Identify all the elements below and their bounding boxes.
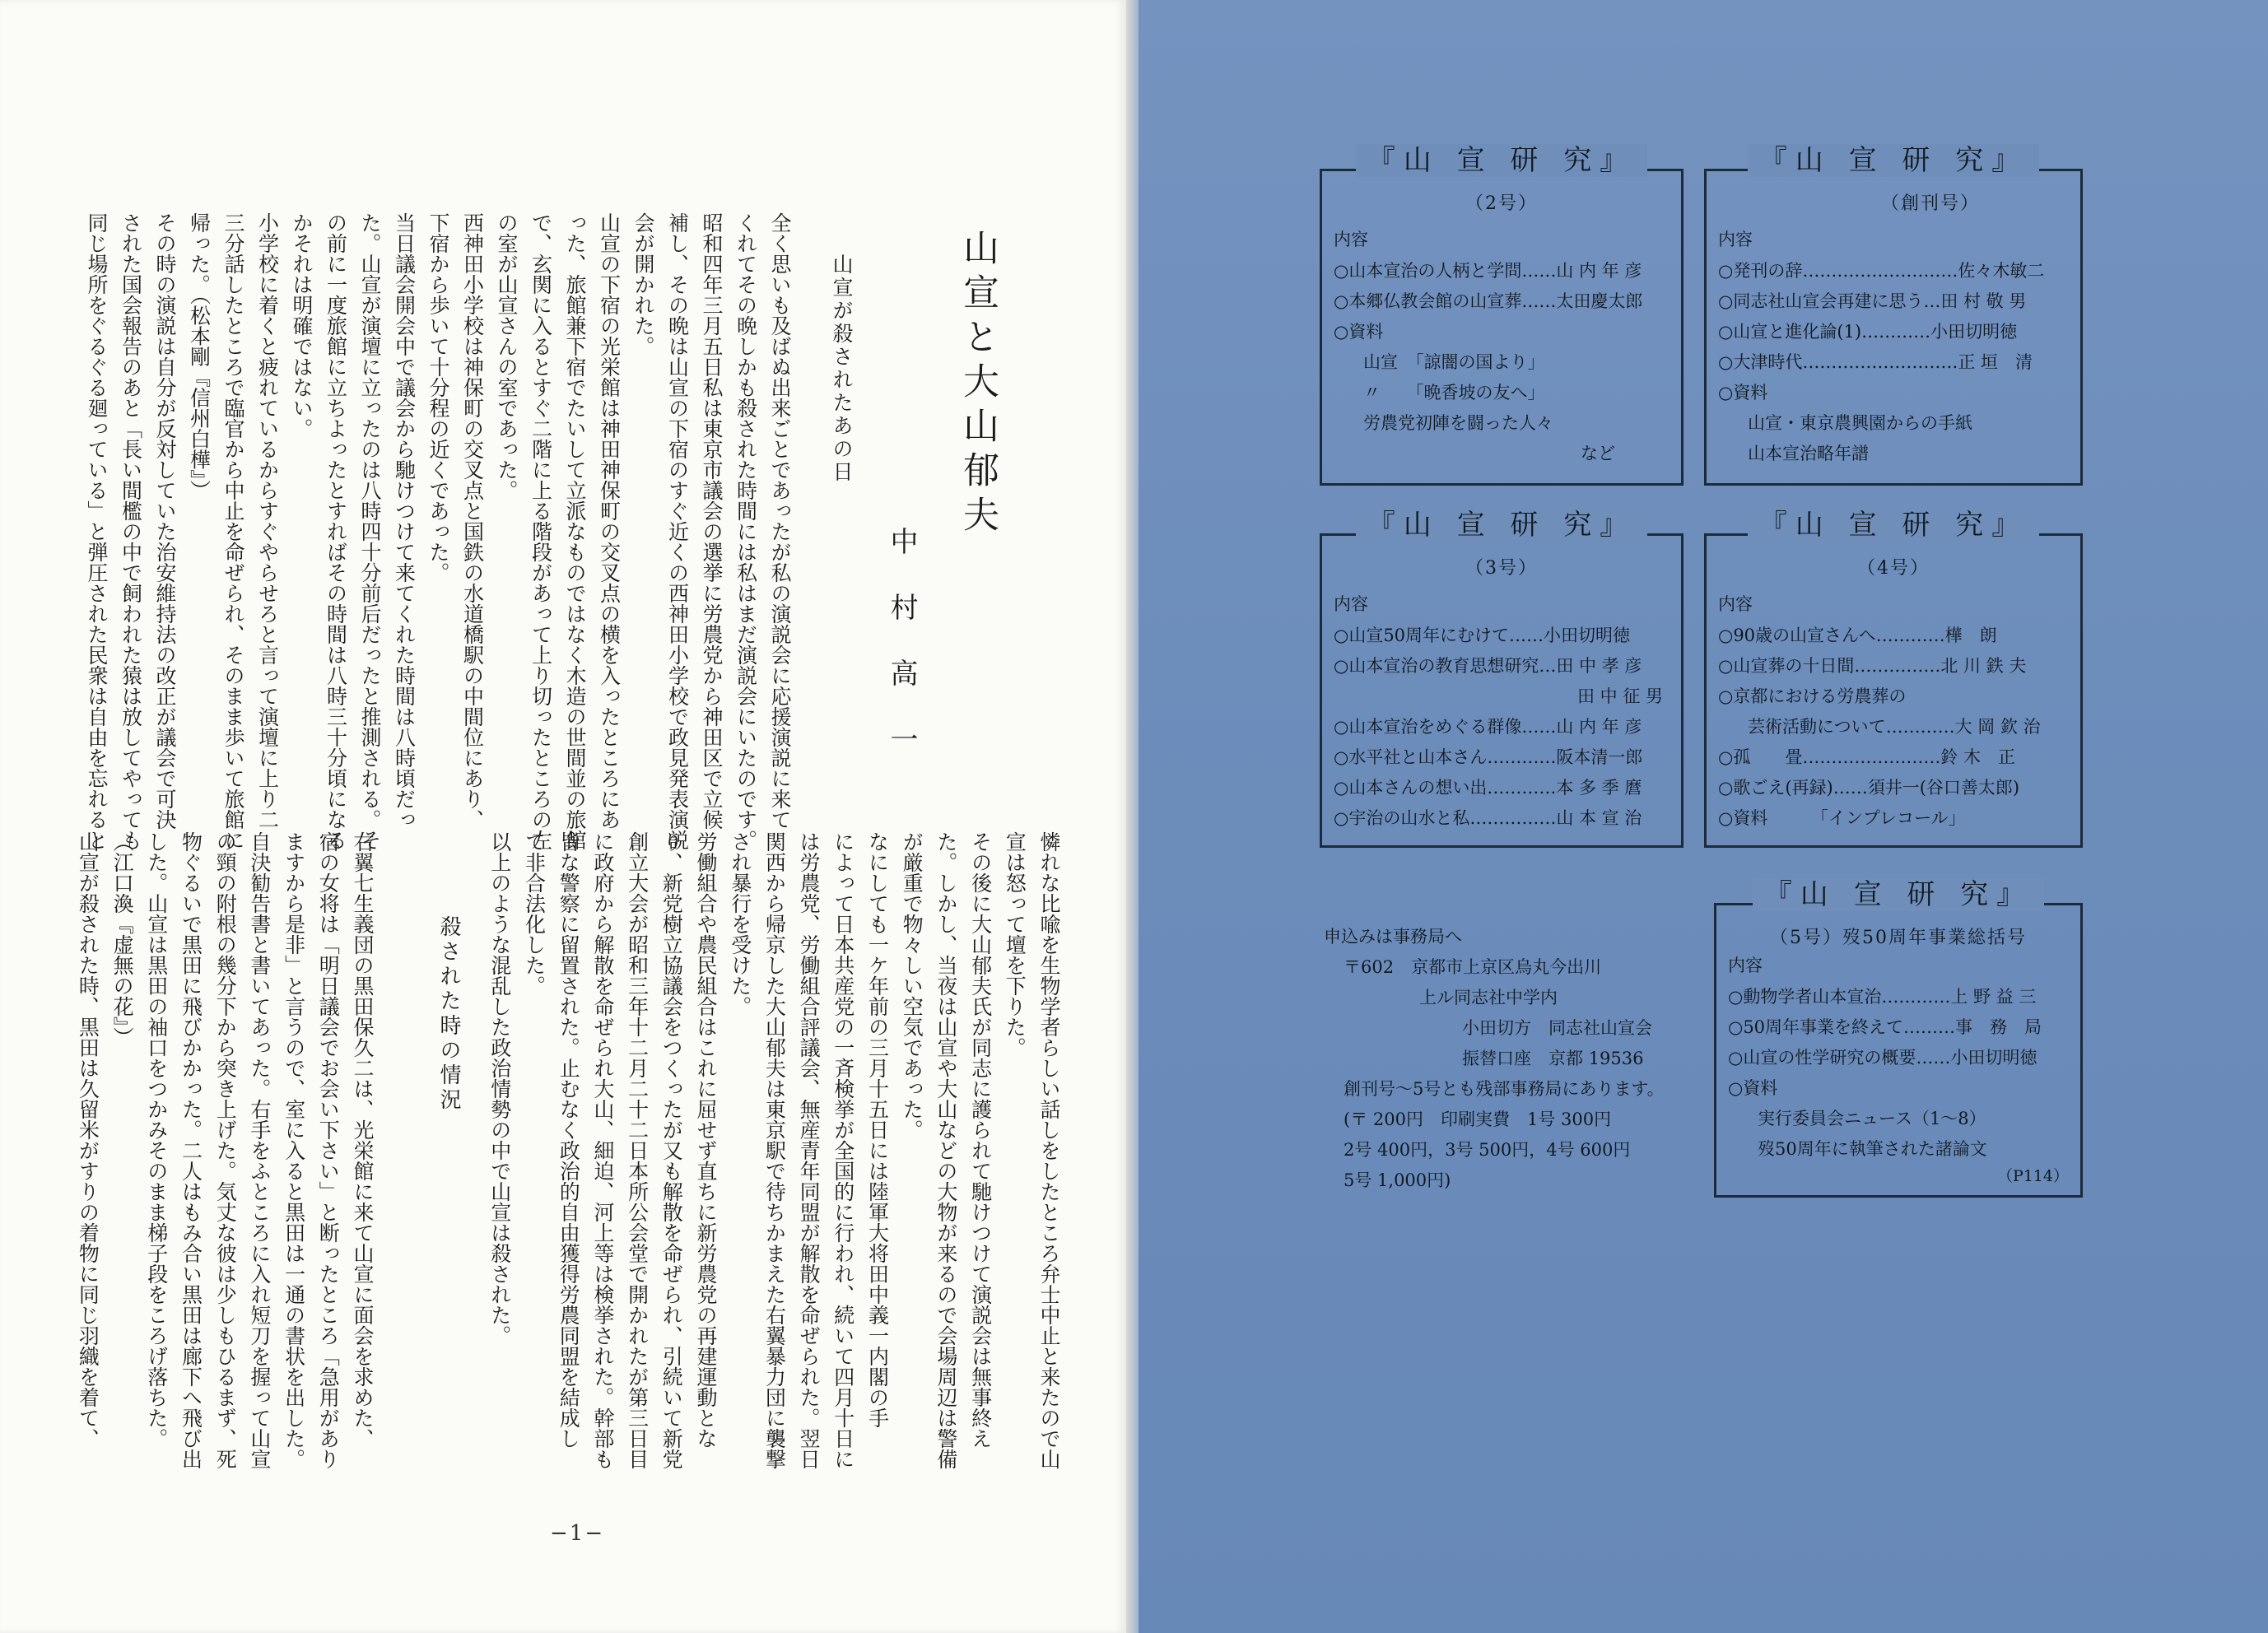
text-column: その時の演説は自分が反対していた治安維持法の改正が議会で可決 bbox=[153, 212, 177, 830]
box-issue-label: （5号）歿50周年事業総括号 bbox=[1770, 928, 2027, 948]
list-item: ○宇治の山水と私……………山 本 宣 治 bbox=[1334, 808, 1642, 828]
text-column: った、旅館兼下宿でたいして立派なものではなく木造の世間並の旅館 bbox=[563, 212, 587, 850]
text-column: され暴行を受けた。 bbox=[728, 831, 752, 1017]
text-column: の室が山宣さんの室であった。 bbox=[495, 212, 519, 500]
box-contents-heading: 内容 bbox=[1718, 230, 1753, 249]
box-contents-list bbox=[1322, 256, 1681, 469]
book-spine bbox=[1126, 0, 1139, 1633]
order-line: 小田切方 同志社山宣会 bbox=[1462, 1018, 1652, 1038]
order-line: 振替口座 京都 19536 bbox=[1462, 1049, 1644, 1068]
text-column: 労働組合や農民組合はこれに屈せず直ちに新労農党の再建運動とな bbox=[694, 831, 718, 1449]
list-item: ○資料 bbox=[1334, 322, 1384, 342]
list-item: 山宣・東京農興園からの手紙 bbox=[1748, 413, 1972, 433]
box-contents-heading: 内容 bbox=[1728, 956, 1763, 975]
article-author: 中村高一 bbox=[885, 527, 918, 790]
text-column: て非合法化した。 bbox=[522, 831, 547, 996]
box-title: 『山 宣 研 究』 bbox=[1356, 144, 1647, 177]
text-column: 自決勧告書と書いてあった。右手をふところに入れ短刀を握って山宣 bbox=[247, 831, 272, 1469]
list-item: ○歌ごえ(再録)……須井一(谷口善太郎) bbox=[1718, 778, 2020, 798]
box-contents-heading: 内容 bbox=[1334, 230, 1368, 249]
list-item: ○孤 畳……………………鈴 木 正 bbox=[1718, 747, 2015, 767]
order-line: 上ル同志社中学内 bbox=[1419, 988, 1558, 1007]
order-line: 5号 1,000円) bbox=[1344, 1170, 1451, 1190]
list-item: ○資料 bbox=[1718, 383, 1768, 402]
list-item: ○山宣50周年にむけて……小田切明徳 bbox=[1334, 626, 1631, 645]
catalog-box-issue-5 bbox=[1714, 878, 2083, 1198]
list-item: 芸術活動について…………大 岡 欽 治 bbox=[1748, 717, 2041, 737]
box-title: 『山 宣 研 究』 bbox=[1753, 878, 2044, 911]
text-column: 皆な警察に留置された。止むなく政治的自由獲得労農同盟を結成し bbox=[557, 831, 581, 1449]
text-column: 創立大会が昭和三年十二月二十二日本所公会堂で開かれたが第三日目 bbox=[625, 831, 650, 1469]
list-item: ○90歳の山宣さんへ…………樺 朗 bbox=[1718, 626, 1997, 645]
article-page bbox=[0, 0, 1126, 1633]
box-contents-heading: 内容 bbox=[1718, 594, 1753, 614]
section-heading: 殺された時の情況 bbox=[436, 915, 461, 1113]
article-subtitle: 山宣が殺されたあの日 bbox=[830, 254, 854, 484]
text-column: された国会報告のあと「長い間檻の中で飼われた猿は放してやっても bbox=[119, 212, 143, 850]
list-item: など bbox=[1581, 444, 1615, 463]
list-item: ○山本さんの想い出…………本 多 季 麿 bbox=[1334, 778, 1642, 798]
catalog-box-issue-2 bbox=[1320, 144, 1684, 486]
article-title: 山宣と大山郁夫 bbox=[957, 229, 999, 540]
box-issue-label: （3号） bbox=[1465, 558, 1538, 579]
text-column: 宣は怒って壇を下りた。 bbox=[1003, 831, 1027, 1058]
text-column: 当日議会開会中で議会から馳けつけて来てくれた時間は八時頃だっ bbox=[392, 212, 417, 830]
text-column: した。山宣は黒田の袖口をつかみそのまま梯子段をころげ落ちた。 bbox=[144, 831, 169, 1449]
list-item: ○京都における労農葬の bbox=[1718, 686, 1907, 706]
box-contents-list bbox=[1707, 256, 2080, 469]
order-line: 2号 400円，3号 500円，4号 600円 bbox=[1344, 1140, 1631, 1160]
list-item: ○動物学者山本宣治…………上 野 益 三 bbox=[1728, 987, 2037, 1007]
list-item: ○水平社と山本さん…………阪本清一郎 bbox=[1334, 747, 1643, 767]
order-line: (〒 200円 印刷実費 1号 300円 bbox=[1344, 1110, 1612, 1129]
text-column: 昭和四年三月五日私は東京市議会の選挙に労農党から神田区で立候 bbox=[700, 212, 724, 830]
box-title: 『山 宣 研 究』 bbox=[1748, 144, 2039, 177]
box-issue-label: （創刊号） bbox=[1880, 193, 1980, 214]
catalog-box-issue-3 bbox=[1320, 509, 1684, 848]
box-contents-list bbox=[1716, 982, 2080, 1188]
box-contents-list bbox=[1707, 621, 2080, 834]
list-item: （P114） bbox=[1996, 1167, 2069, 1185]
text-column: 三分話したところで臨官から中止を命ぜられ、そのまま歩いて旅館に bbox=[221, 212, 245, 850]
text-column: 宿の女将は「明日議会でお会い下さい」と断ったところ「急用があり bbox=[316, 831, 341, 1469]
box-issue-label: （2号） bbox=[1465, 193, 1538, 214]
order-information bbox=[1324, 922, 1686, 1196]
text-column: その後に大山郁夫氏が同志に護られて馳けつけて演説会は無事終え bbox=[968, 831, 993, 1449]
box-contents-list bbox=[1322, 621, 1681, 834]
text-column: が厳重で物々しい空気であった。 bbox=[900, 831, 924, 1140]
text-column: 以上のような混乱した政治情勢の中で山宣は殺された。 bbox=[487, 831, 512, 1346]
list-item: 実行委員会ニュース（1〜8） bbox=[1758, 1109, 1986, 1128]
box-title: 『山 宣 研 究』 bbox=[1748, 509, 2039, 542]
text-column: 物ぐるいで黒田に飛びかかった。二人はもみ合い黒田は廊下へ飛び出 bbox=[179, 831, 203, 1469]
list-item: 〃 「晩香坡の友へ」 bbox=[1363, 383, 1545, 402]
list-item: 山本宣治略年譜 bbox=[1748, 444, 1869, 463]
text-column: た。山宣が演壇に立ったのは八時四十分前后だったと推測される。そ bbox=[358, 212, 382, 850]
list-item: ○資料 bbox=[1728, 1078, 1778, 1098]
list-item: ○発刊の辞………………………佐々木敏二 bbox=[1718, 261, 2045, 281]
text-column: 帰った。（松本剛『信州白樺』） bbox=[187, 212, 212, 500]
list-item: ○大津時代………………………正 垣 清 bbox=[1718, 352, 2033, 372]
order-line: 創刊号〜5号とも残部事務局にあります。 bbox=[1344, 1079, 1665, 1099]
text-column: の頸の附根の幾分下から突き上げた。気丈な彼は少しもひるまず、死 bbox=[213, 831, 238, 1469]
text-column: 補し、その晩は山宣の下宿のすぐ近くの西神田小学校で政見発表演説 bbox=[665, 212, 690, 850]
list-item: ○本郷仏教会館の山宣葬……太田慶太郎 bbox=[1334, 291, 1643, 311]
text-column: によって日本共産党の一斉検挙が全国的に行われ、続いて四月十日に bbox=[831, 831, 855, 1469]
list-item: ○山本宣治の人柄と学問……山 内 年 彦 bbox=[1334, 261, 1642, 281]
box-contents-heading: 内容 bbox=[1334, 594, 1368, 614]
catalog-page bbox=[1139, 0, 2268, 1633]
list-item: ○山宣の性学研究の概要……小田切明徳 bbox=[1728, 1048, 2037, 1068]
text-column: （江口渙『虚無の花』） bbox=[110, 831, 135, 1048]
text-column: の前に一度旅館に立ちよったとすればその時間は八時三十分頃になる bbox=[324, 212, 348, 850]
box-title: 『山 宣 研 究』 bbox=[1356, 509, 1647, 542]
text-column: 下宿から歩いて十分程の近くであった。 bbox=[426, 212, 450, 583]
list-item: ○山本宣治をめぐる群像……山 内 年 彦 bbox=[1334, 717, 1642, 737]
text-column: ますから是非」と言うので、室に入ると黒田は一通の書状を出した。 bbox=[282, 831, 306, 1469]
text-column: に政府から解散を命ぜられ大山、細迫、河上等は検挙された。幹部も bbox=[590, 831, 615, 1469]
catalog-box-issue-first bbox=[1704, 144, 2083, 486]
list-item: 田 中 征 男 bbox=[1576, 686, 1663, 706]
text-column: 憐れな比喩を生物学者らしい話しをしたところ弁士中止と来たので山 bbox=[1037, 831, 1061, 1469]
text-column: 会が開かれた。 bbox=[631, 212, 655, 356]
text-column: くれてその晩しかも殺された時間には私はまだ演説会にいたのです。 bbox=[733, 212, 758, 850]
text-column: 同じ場所をぐるぐる廻っている」と弾圧された民衆は自由を忘れると bbox=[85, 212, 109, 850]
list-item: ○50周年事業を終えて………事 務 局 bbox=[1728, 1017, 2042, 1037]
text-column: 山宣が殺された時、黒田は久留米がすりの着物に同じ羽織を着て、 bbox=[76, 831, 100, 1449]
text-column: 関西から帰京した大山郁夫は東京駅で待ちかまえた右翼暴力団に襲撃 bbox=[762, 831, 787, 1469]
box-issue-label: （4号） bbox=[1857, 558, 1930, 579]
list-item: 労農党初陣を闘った人々 bbox=[1363, 413, 1553, 433]
list-item: ○同志社山宣会再建に思う…田 村 敬 男 bbox=[1718, 291, 2027, 311]
text-column: かそれは明確ではない。 bbox=[290, 212, 314, 439]
text-column: で、玄関に入るとすぐ二階に上る階段があって上り切ったところの左 bbox=[529, 212, 553, 850]
text-column: 山宣の下宿の光栄館は神田神保町の交叉点の横を入ったところにあ bbox=[597, 212, 622, 830]
text-column: 小学校に着くと疲れているからすぐやらせろと言って演壇に上り二 bbox=[255, 212, 280, 830]
list-item: 歿50周年に執筆された諸論文 bbox=[1758, 1139, 1987, 1159]
text-column: なにしても一ケ年前の三月十五日には陸軍大将田中義一内閣の手 bbox=[865, 831, 890, 1428]
order-line: 申込みは事務局へ bbox=[1324, 927, 1462, 947]
list-item: ○山宣と進化論(1)…………小田切明徳 bbox=[1718, 322, 2018, 342]
list-item: ○資料 「インプレコール」 bbox=[1718, 808, 1966, 828]
text-column: 西神田小学校は神保町の交叉点と国鉄の水道橋駅の中間位にあり、 bbox=[460, 212, 485, 830]
text-column: は労農党、労働組合評議会、無産青年同盟が解散を命ぜられた。翌日 bbox=[797, 831, 822, 1469]
text-column: り、新党樹立協議会をつくったが又も解散を命ぜられ、引続いて新党 bbox=[659, 831, 684, 1469]
text-column: 全く思いも及ばぬ出来ごとであったが私の演説会に応援演説に来て bbox=[768, 212, 792, 830]
list-item: 山宣 「諒闇の国より」 bbox=[1363, 352, 1545, 372]
order-line: 〒602 京都市上京区烏丸今出川 bbox=[1344, 957, 1602, 977]
list-item: ○山本宣治の教育思想研究…田 中 孝 彦 bbox=[1334, 656, 1642, 676]
page-number: −1− bbox=[550, 1521, 605, 1546]
text-column: た。しかし、当夜は山宣や大山などの大物が来るので会場周辺は警備 bbox=[934, 831, 958, 1469]
text-column: 右翼七生義団の黒田保久二は、光栄館に来て山宣に面会を求めた、 bbox=[351, 831, 375, 1449]
list-item: ○山宣葬の十日間……………北 川 鉄 夫 bbox=[1718, 656, 2027, 676]
catalog-box-issue-4 bbox=[1704, 509, 2083, 848]
